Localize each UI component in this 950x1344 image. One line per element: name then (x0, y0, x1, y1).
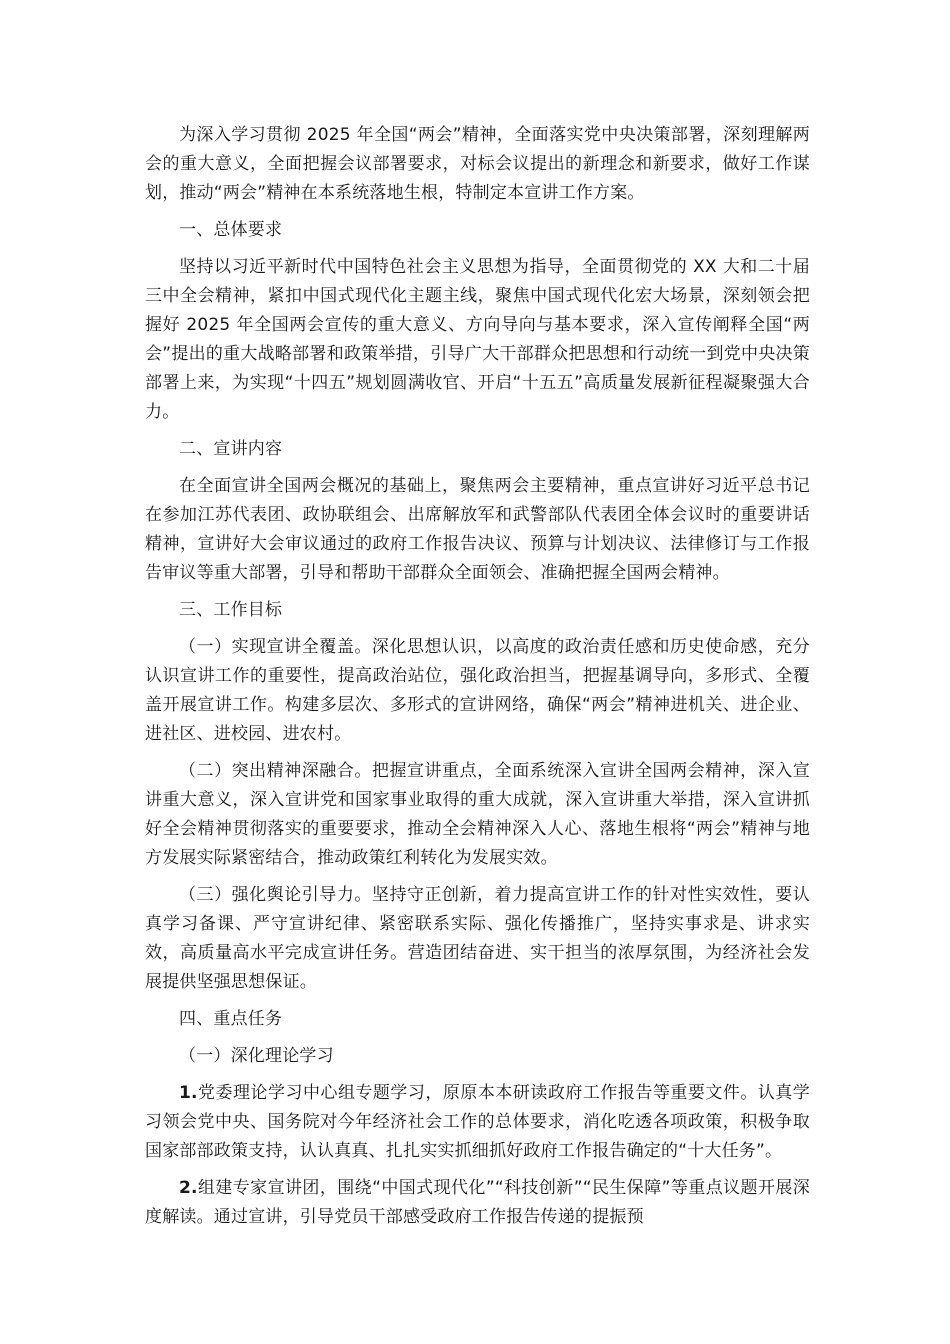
task-number-2: 2. (179, 1178, 198, 1198)
general-requirements-paragraph: 坚持以习近平新时代中国特色社会主义思想为指导，全面贯彻党的 XX 大和二十届三中全会精神，紧扣中国式现代化主题主线，聚焦中国式现代化宏大场景，深刻领会把握好 2025 年全国两会宣传的重大意义、方向导向与基本要求，深入宣传阐释全国“两会”提出的重大战略部署和政策举措，引导广大干部群众把思想和行动统一到党中央决策部署上来，为实现“十四五”规划圆满收官、开启“十五五”高质量发展新征程凝聚强大合力。 (145, 257, 810, 422)
task-paragraph-2 (145, 1174, 810, 1232)
goal-paragraph-1: （一）实现宣讲全覆盖。深化思想认识，以高度的政治责任感和历史使命感，充分认识宣讲工作的重要性，提高政治站位，强化政治担当，把握基调导向，多形式、全覆盖开展宣讲工作。构建多层次、多形式的宣讲网络，确保“两会”精神进机关、进企业、进社区、进校园、进农村。 (145, 637, 810, 744)
section-heading-goals: 三、工作目标 (179, 600, 283, 620)
goal-paragraph-2: （二）突出精神深融合。把握宣讲重点，全面系统深入宣讲全国两会精神，深入宣讲重大意义，深入宣讲党和国家事业取得的重大成就，深入宣讲重大举措，深入宣讲抓好全会精神贯彻落实的重要要求，推动全会精神深入人心、落地生根将“两会”精神与地方发展实际紧密结合，推动政策红利转化为发展实效。 (145, 761, 810, 868)
goal-paragraph-3: （三）强化舆论引导力。坚持守正创新，着力提高宣讲工作的针对性实效性，要认真学习备课、严守宣讲纪律、紧密联系实际、强化传播推广，坚持实事求是、讲求实效，高质量高水平完成宣讲任务。营造团结奋进、实干担当的浓厚氛围，为经济社会发展提供坚强思想保证。 (145, 885, 810, 992)
intro-paragraph: 为深入学习贯彻 2025 年全国“两会”精神，全面落实党中央决策部署，深刻理解两会的重大意义，全面把握会议部署要求，对标会议提出的新理念和新要求，做好工作谋划，推动“两会”精神在本系统落地生根，特制定本宣讲工作方案。 (145, 125, 810, 203)
content-paragraph: 在全面宣讲全国两会概况的基础上，聚焦两会主要精神，重点宣讲好习近平总书记在参加江苏代表团、政协联组会、出席解放军和武警部队代表团全体会议时的重要讲话精神，宣讲好大会审议通过的政府工作报告决议、预算与计划决议、法律修订与工作报告审议等重大部署，引导和帮助干部群众全面领会、准确把握全国两会精神。 (145, 476, 810, 583)
task-text-1: 党委理论学习中心组专题学习，原原本本研读政府工作报告等重要文件。认真学习领会党中央、国务院对今年经济社会工作的总体要求，消化吃透各项政策，积极争取国家部部政策支持，认认真真、扎扎实实抓细抓好政府工作报告确定的“十大任务”。 (145, 1083, 810, 1161)
task-paragraph-1 (145, 1079, 810, 1166)
document-body (145, 121, 810, 1240)
section-heading-content: 二、宣讲内容 (179, 439, 283, 459)
task-number-1: 1. (179, 1083, 198, 1103)
section-heading-key-tasks: 四、重点任务 (179, 1009, 283, 1029)
task-text-2: 组建专家宣讲团，围绕“中国式现代化”“科技创新”“民生保障”等重点议题开展深度解读。通过宣讲，引导党员干部感受政府工作报告传递的提振预 (145, 1178, 810, 1227)
subsection-heading-theory-study: （一）深化理论学习 (179, 1046, 334, 1066)
section-heading-general-requirements: 一、总体要求 (179, 220, 283, 240)
